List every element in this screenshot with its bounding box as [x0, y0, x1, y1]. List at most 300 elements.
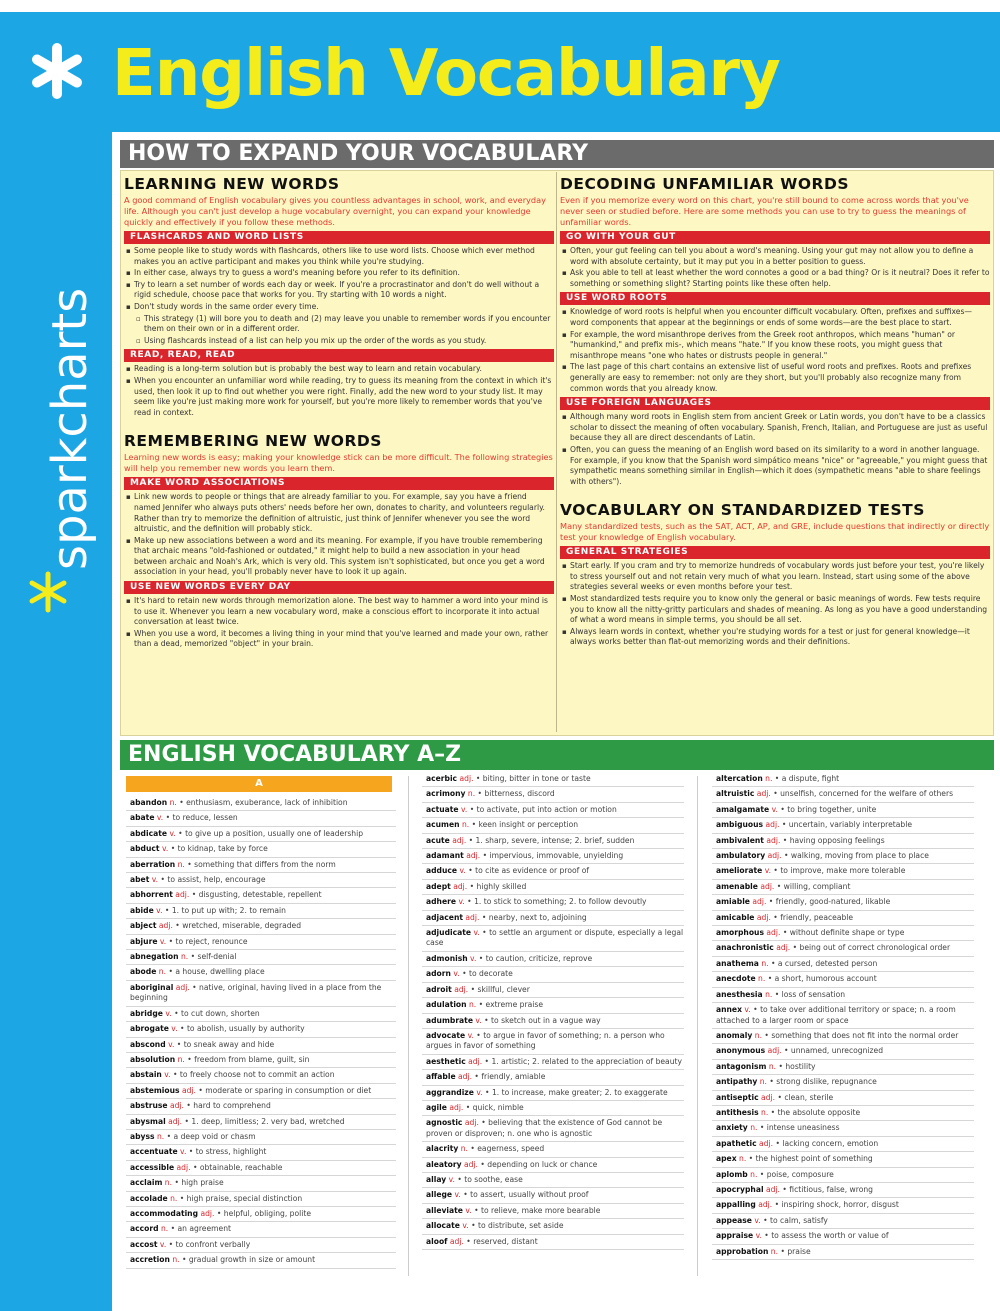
- part-of-speech: v.: [744, 1005, 751, 1015]
- vocab-word: accord: [130, 1224, 159, 1234]
- vocab-entry: adduce v. • to cite as evidence or proof of: [422, 864, 684, 879]
- vocab-word: abdicate: [130, 828, 168, 838]
- vocab-entry: anecdote n. • a short, humorous account: [712, 972, 974, 987]
- vocab-entry: appease v. • to calm, satisfy: [712, 1214, 974, 1229]
- vocab-word: aggrandize: [426, 1087, 474, 1097]
- part-of-speech: v.: [169, 828, 176, 838]
- part-of-speech: adj.: [176, 1162, 191, 1172]
- vocab-word: accommodating: [130, 1208, 199, 1218]
- vocab-definition: to kidnap, take by force: [177, 844, 268, 854]
- vocab-entry: accommodating adj. • helpful, obliging, polite: [126, 1207, 396, 1222]
- part-of-speech: adj.: [765, 820, 780, 830]
- list-item: ▪ Knowledge of word roots is helpful when you encounter difficult vocabulary. Often, prefixes and suffixes—word components that appear at the beginnings or ends of some words—are the best place to start.: [560, 307, 990, 328]
- vocab-word: adjacent: [426, 912, 463, 922]
- vocab-definition: to cite as evidence or proof of: [475, 866, 590, 876]
- part-of-speech: v.: [755, 1231, 762, 1241]
- list-item: ▪ Reading is a long-term solution but is probably the best way to learn and retain vocabulary.: [124, 364, 554, 375]
- vocab-definition: friendly, good-natured, likable: [775, 897, 891, 907]
- vocab-entry: abstruse adj. • hard to comprehend: [126, 1099, 396, 1114]
- part-of-speech: adj.: [758, 1200, 773, 1210]
- vocab-definition: impervious, immovable, unyielding: [489, 851, 624, 861]
- page-title: English Vocabulary: [112, 37, 780, 111]
- vocab-definition: high praise, special distinction: [186, 1193, 303, 1203]
- part-of-speech: n.: [177, 1054, 185, 1064]
- vocab-word: antipathy: [716, 1077, 758, 1087]
- vocab-definition: being out of correct chronological order: [799, 943, 951, 953]
- vocab-definition: walking, moving from place to place: [790, 851, 929, 861]
- list-item: ▪ When you encounter an unfamiliar word while reading, try to guess its meaning from the context in which it's used, then look it up to find out whether you were right. Finally, add the new word to your study list. It may seem like you're just making more work for yourself, but you're more likely to remember words that you've read in context.: [124, 376, 554, 418]
- vocab-entry: antagonism n. • hostility: [712, 1060, 974, 1075]
- vocab-word: adroit: [426, 984, 452, 994]
- part-of-speech: adj.: [200, 1208, 215, 1218]
- vocab-word: abnegation: [130, 952, 179, 962]
- part-of-speech: adj.: [759, 1138, 774, 1148]
- vocab-definition: willing, compliant: [783, 881, 851, 891]
- vocab-definition: a cursed, detested person: [777, 958, 878, 968]
- vocab-entry: abstemious adj. • moderate or sparing in consumption or diet: [126, 1084, 396, 1099]
- part-of-speech: v.: [764, 866, 772, 876]
- vocab-entry: allay v. • to soothe, ease: [422, 1173, 684, 1188]
- letter-header: A: [126, 776, 392, 792]
- vocab-word: aesthetic: [426, 1056, 466, 1066]
- part-of-speech: n.: [768, 1061, 777, 1071]
- vocab-definition: wretched, miserable, degraded: [182, 921, 302, 931]
- left-column: [124, 172, 554, 732]
- vocab-definition: gradual growth in size or amount: [188, 1255, 316, 1265]
- vocab-definition: a house, dwelling place: [175, 967, 265, 977]
- vocab-definition: extreme praise: [485, 1000, 543, 1010]
- vocab-word: aboriginal: [130, 982, 174, 992]
- vocab-definition: reserved, distant: [473, 1236, 538, 1246]
- vocab-word: altercation: [716, 774, 763, 783]
- vocab-definition: something that differs from the norm: [194, 859, 336, 869]
- vocab-word: abstemious: [130, 1085, 180, 1095]
- vocab-definition: 1. deep, limitless; 2. very bad, wretched: [191, 1116, 345, 1126]
- vocab-definition: disgusting, detestable, repellent: [198, 890, 322, 900]
- vocab-definition: nearby, next to, adjoining: [488, 912, 587, 922]
- vocab-word: amorphous: [716, 928, 764, 938]
- list-item: ▪ Often, your gut feeling can tell you about a word's meaning. Using your gut may not allow you to define a word with absolute certainty, but it may put you in a better position to guess.: [560, 246, 990, 267]
- vocab-word: abate: [130, 813, 155, 823]
- vocab-word: acute: [426, 835, 450, 845]
- vocab-definition: poise, composure: [766, 1169, 834, 1179]
- list-item: ▪ Link new words to people or things that are already familiar to you. For example, say you have a friend named Jennifer who always puts others' needs before her own, donates to charity, and volunteers regularly. Rather than try to memorize the definition of altruistic, just think of Jennifer whenever you see the word altruistic, and the definition will probably stick.: [124, 492, 554, 534]
- vocab-word: amalgamate: [716, 804, 770, 814]
- part-of-speech: adj.: [468, 1056, 483, 1066]
- part-of-speech: adj.: [466, 851, 481, 861]
- vocab-entry: aleatory adj. • depending on luck or chance: [422, 1158, 684, 1173]
- list-item: ▪ Always learn words in context, whether you're studying words for a test or just for general knowledge—it always works better than flat-out memorizing words and their definitions.: [560, 627, 990, 648]
- vocab-entry: admonish v. • to caution, criticize, reprove: [422, 952, 684, 967]
- part-of-speech: n.: [172, 1255, 180, 1265]
- vocab-word: allege: [426, 1190, 453, 1200]
- part-of-speech: n.: [164, 1178, 173, 1188]
- vocab-word: apathetic: [716, 1138, 757, 1148]
- part-of-speech: n.: [739, 1154, 747, 1164]
- part-of-speech: v.: [470, 953, 477, 963]
- part-of-speech: adj.: [767, 1046, 782, 1056]
- vocab-definition: loss of sensation: [781, 989, 846, 999]
- vocab-word: ameliorate: [716, 866, 763, 876]
- part-of-speech: adj.: [760, 881, 775, 891]
- vocab-definition: quick, nimble: [472, 1102, 524, 1112]
- part-of-speech: n.: [156, 1131, 165, 1141]
- decoding-title: DECODING UNFAMILIAR WORDS: [560, 175, 849, 193]
- part-of-speech: v.: [165, 1008, 172, 1018]
- part-of-speech: v.: [771, 804, 778, 814]
- az-divider: [697, 776, 698, 1276]
- vocab-definition: skillful, clever: [477, 984, 530, 994]
- part-of-speech: n.: [750, 1123, 758, 1133]
- vocab-word: abridge: [130, 1008, 163, 1018]
- vocab-definition: to reject, renounce: [175, 936, 248, 946]
- vocab-definition: native, original, having lived in a place from the beginning: [130, 982, 382, 1003]
- part-of-speech: v.: [476, 1087, 483, 1097]
- vocab-word: anathema: [716, 958, 759, 968]
- vocab-word: abide: [130, 905, 154, 915]
- vocab-word: antagonism: [716, 1061, 767, 1071]
- asterisk-icon: [26, 40, 88, 102]
- vocab-entry: aberration n. • something that differs from the norm: [126, 858, 396, 873]
- part-of-speech: adj.: [158, 921, 173, 931]
- part-of-speech: n.: [759, 1077, 767, 1087]
- vocab-entry: amicable adj. • friendly, peaceable: [712, 911, 974, 926]
- part-of-speech: v.: [462, 1221, 469, 1231]
- part-of-speech: adj.: [463, 1159, 478, 1169]
- vocab-word: adorn: [426, 969, 451, 979]
- vocab-entry: abhorrent adj. • disgusting, detestable, repellent: [126, 888, 396, 903]
- learning-title: LEARNING NEW WORDS: [124, 175, 340, 193]
- vocab-definition: to stress, highlight: [195, 1147, 267, 1157]
- part-of-speech: n.: [169, 798, 177, 807]
- vocab-entry: accord n. • an agreement: [126, 1222, 396, 1237]
- part-of-speech: n.: [754, 1030, 762, 1040]
- vocab-entry: allege v. • to assert, usually without proof: [422, 1188, 684, 1203]
- vocab-definition: a short, humorous account: [774, 974, 877, 984]
- vocab-word: aplomb: [716, 1169, 748, 1179]
- vocab-definition: 1. sharp, severe, intense; 2. brief, sudden: [475, 835, 635, 845]
- vocab-entry: abjure v. • to reject, renounce: [126, 935, 396, 950]
- part-of-speech: adj.: [181, 1085, 196, 1095]
- tests-title: VOCABULARY ON STANDARDIZED TESTS: [560, 501, 925, 520]
- vocab-word: abscond: [130, 1039, 166, 1049]
- vocab-word: anomaly: [716, 1030, 753, 1040]
- part-of-speech: adj.: [756, 912, 771, 922]
- vocab-entry: antiseptic adj. • clean, sterile: [712, 1091, 974, 1106]
- gut-bar: GO WITH YOUR GUT: [560, 231, 990, 244]
- vocab-word: abode: [130, 967, 157, 977]
- vocab-definition: without definite shape or type: [789, 928, 905, 938]
- vocab-word: acclaim: [130, 1178, 163, 1188]
- vocab-entry: abate v. • to reduce, lessen: [126, 811, 396, 826]
- vocab-word: abstain: [130, 1070, 162, 1080]
- list-subitem: ▫ Using flashcards instead of a list can help you mix up the order of the words as you study.: [124, 336, 554, 347]
- vocab-entry: appalling adj. • inspiring shock, horror, disgust: [712, 1198, 974, 1213]
- part-of-speech: adj.: [756, 789, 771, 799]
- vocab-entry: appraise v. • to assess the worth or value of: [712, 1229, 974, 1244]
- vocab-entry: accolade n. • high praise, special distinction: [126, 1192, 396, 1207]
- associations-bar: MAKE WORD ASSOCIATIONS: [124, 477, 554, 490]
- vocab-definition: unnamed, unrecognized: [790, 1046, 884, 1056]
- part-of-speech: v.: [453, 969, 460, 979]
- vocab-entry: anathema n. • a cursed, detested person: [712, 957, 974, 972]
- list-item: ▪ The last page of this chart contains an extensive list of useful word roots and prefixes. Roots and prefixes generally are easy to remember: not only are they short, but you'll probably also recognize many from common words that you already know.: [560, 362, 990, 394]
- vocab-definition: keen insight or perception: [478, 820, 579, 830]
- part-of-speech: adj.: [459, 774, 474, 783]
- vocab-definition: self-denial: [197, 952, 237, 962]
- list-item: ▪ Make up new associations between a word and its meaning. For example, if you have trouble remembering that archaic means "old-fashioned or outdated," it might help to build a new association in your head between archaic and Noah's Ark, which is very old. This system isn't sophisticated, but once you get a word association in your head, you'll probably never have to look it up again.: [124, 536, 554, 578]
- part-of-speech: adj.: [464, 1118, 479, 1128]
- vocab-word: appraise: [716, 1231, 754, 1241]
- list-item: ▪ For example, the word misanthrope derives from the Greek root anthropos, which means "human" or "humankind," and prefix mis-, which means "hate." If you know these roots, you might guess that misanthrope means "one who hates or distrusts people in general.": [560, 330, 990, 362]
- az-column-3: [712, 772, 974, 1302]
- part-of-speech: v.: [168, 1039, 175, 1049]
- vocab-definition: depending on luck or chance: [487, 1159, 598, 1169]
- list-item: ▪ It's hard to retain new words through memorization alone. The best way to hammer a word into your mind is to use it. Whenever you learn a new vocabulary word, make a conscious effort to incorporate it into actual conversation at least twice.: [124, 596, 554, 628]
- vocab-definition: clean, sterile: [784, 1092, 834, 1102]
- vocab-entry: acerbic adj. • biting, bitter in tone or taste: [422, 772, 684, 787]
- vocab-definition: to improve, make more tolerable: [780, 866, 906, 876]
- part-of-speech: n.: [761, 958, 769, 968]
- part-of-speech: n.: [467, 789, 476, 799]
- vocab-definition: lacking concern, emotion: [782, 1138, 879, 1148]
- vocab-definition: friendly, peaceable: [780, 912, 854, 922]
- part-of-speech: v.: [473, 928, 480, 938]
- vocab-definition: the highest point of something: [755, 1154, 873, 1164]
- vocab-word: anachronistic: [716, 943, 774, 953]
- vocab-definition: to calm, satisfy: [770, 1215, 828, 1225]
- vocab-entry: altruistic adj. • unselfish, concerned for the welfare of others: [712, 787, 974, 802]
- vocab-entry: ambivalent adj. • having opposing feelings: [712, 834, 974, 849]
- part-of-speech: adj.: [458, 1072, 473, 1082]
- vocab-entry: annex v. • to take over additional territory or space; n. a room attached to a larger room or space: [712, 1003, 974, 1029]
- vocab-entry: anesthesia n. • loss of sensation: [712, 988, 974, 1003]
- part-of-speech: adj.: [765, 1184, 780, 1194]
- vocab-word: advocate: [426, 1030, 466, 1040]
- vocab-word: accolade: [130, 1193, 168, 1203]
- learning-intro: A good command of English vocabulary gives you countless advantages in school, work, and everyday life. Although you can't just develop a huge vocabulary overnight, you can expand your knowledge quickly and effectively if you follow these methods.: [124, 195, 546, 227]
- vocab-definition: believing that the existence of God cannot be proven or disproven; n. one who is agnostic: [426, 1118, 663, 1138]
- part-of-speech: adj.: [776, 943, 791, 953]
- vocab-entry: ambiguous adj. • uncertain, variably interpretable: [712, 818, 974, 833]
- vocab-word: abandon: [130, 798, 168, 807]
- part-of-speech: v.: [151, 875, 159, 885]
- vocab-word: abyss: [130, 1131, 155, 1141]
- vocab-definition: to argue in favor of something; n. a person who argues in favor of something: [426, 1030, 665, 1051]
- vocab-word: acumen: [426, 820, 460, 830]
- vocab-entry: ameliorate v. • to improve, make more tolerable: [712, 864, 974, 879]
- section-heading-expand: HOW TO EXPAND YOUR VOCABULARY: [120, 140, 994, 168]
- vocab-entry: abject adj. • wretched, miserable, degraded: [126, 919, 396, 934]
- vocab-definition: the absolute opposite: [777, 1107, 861, 1117]
- vocab-definition: enthusiasm, exuberance, lack of inhibition: [186, 798, 348, 807]
- az-column-1: [126, 772, 396, 1302]
- vocab-word: accentuate: [130, 1147, 178, 1157]
- vocab-word: anonymous: [716, 1046, 766, 1056]
- vocab-entry: apex n. • the highest point of something: [712, 1152, 974, 1167]
- vocab-definition: to bring together, unite: [787, 804, 877, 814]
- part-of-speech: n.: [770, 1246, 779, 1256]
- part-of-speech: adj.: [761, 1092, 776, 1102]
- part-of-speech: adj.: [767, 851, 782, 861]
- vocab-definition: to assist, help, encourage: [167, 875, 266, 885]
- vocab-entry: altercation n. • a dispute, fight: [712, 772, 974, 787]
- vocab-word: abject: [130, 921, 157, 931]
- part-of-speech: adj.: [175, 982, 190, 992]
- vocab-word: abstruse: [130, 1101, 168, 1111]
- vocab-entry: ambulatory adj. • walking, moving from place to place: [712, 849, 974, 864]
- vocab-word: actuate: [426, 804, 459, 814]
- vocab-word: accretion: [130, 1255, 170, 1265]
- part-of-speech: n.: [170, 1193, 178, 1203]
- vocab-word: admonish: [426, 953, 468, 963]
- vocab-definition: to confront verbally: [175, 1239, 251, 1249]
- vocab-entry: accretion n. • gradual growth in size or amount: [126, 1253, 396, 1268]
- vocab-definition: 1. to increase, make greater; 2. to exaggerate: [491, 1087, 668, 1097]
- vocab-definition: to relieve, make more bearable: [481, 1205, 601, 1215]
- vocab-entry: abridge v. • to cut down, shorten: [126, 1007, 396, 1022]
- vocab-entry: abyss n. • a deep void or chasm: [126, 1130, 396, 1145]
- vocab-entry: abandon n. • enthusiasm, exuberance, lack of inhibition: [126, 796, 396, 811]
- vocab-word: allocate: [426, 1221, 460, 1231]
- list-item: ▪ Some people like to study words with flashcards, others like to use word lists. Choose which ever method makes you an active participant and makes you think while you're studying.: [124, 246, 554, 267]
- vocab-entry: anonymous adj. • unnamed, unrecognized: [712, 1044, 974, 1059]
- vocab-definition: a dispute, fight: [781, 774, 840, 783]
- vocab-definition: something that does not fit into the normal order: [771, 1030, 959, 1040]
- section-heading-az: ENGLISH VOCABULARY A–Z: [120, 740, 994, 770]
- vocab-definition: to sneak away and hide: [183, 1039, 275, 1049]
- vocab-word: ambulatory: [716, 851, 766, 861]
- vocab-word: annex: [716, 1005, 742, 1015]
- right-column: [560, 172, 990, 732]
- vocab-definition: 1. to stick to something; 2. to follow devoutly: [474, 897, 647, 907]
- part-of-speech: adj.: [449, 1102, 464, 1112]
- vocab-entry: abduct v. • to kidnap, take by force: [126, 842, 396, 857]
- list-item: ▪ In either case, always try to guess a word's meaning before you refer to its definition.: [124, 268, 554, 279]
- part-of-speech: n.: [468, 1000, 477, 1010]
- vocab-entry: apocryphal adj. • fictitious, false, wrong: [712, 1183, 974, 1198]
- vocab-definition: intense uneasiness: [766, 1123, 840, 1133]
- part-of-speech: n.: [765, 774, 773, 783]
- vocab-word: abet: [130, 875, 150, 885]
- vocab-entry: accost v. • to confront verbally: [126, 1238, 396, 1253]
- list-item: ▪ Don't study words in the same order every time.: [124, 302, 554, 313]
- vocab-word: alacrity: [426, 1144, 459, 1154]
- vocab-definition: to reduce, lessen: [172, 813, 238, 823]
- list-subitem: ▫ This strategy (1) will bore you to death and (2) may leave you unable to remember words if you encounter them on their own or in a different order.: [124, 314, 554, 335]
- part-of-speech: v.: [156, 905, 163, 915]
- vocab-definition: strong dislike, repugnance: [776, 1077, 877, 1087]
- vocab-word: accost: [130, 1239, 158, 1249]
- vocab-entry: alleviate v. • to relieve, make more bearable: [422, 1204, 684, 1219]
- vocab-entry: amenable adj. • willing, compliant: [712, 880, 974, 895]
- part-of-speech: n.: [460, 1144, 468, 1154]
- vocab-entry: actuate v. • to activate, put into action or motion: [422, 803, 684, 818]
- vocab-definition: obtainable, reachable: [199, 1162, 283, 1172]
- part-of-speech: v.: [159, 936, 167, 946]
- part-of-speech: adj.: [169, 1101, 184, 1111]
- daily-bar: USE NEW WORDS EVERY DAY: [124, 581, 554, 594]
- vocab-entry: adjudicate v. • to settle an argument or dispute, especially a legal case: [422, 926, 684, 952]
- vocab-definition: to distribute, set aside: [478, 1221, 564, 1231]
- vocab-definition: 1. to put up with; 2. to remain: [171, 905, 286, 915]
- vocab-word: apex: [716, 1154, 737, 1164]
- flashcards-bar: FLASHCARDS AND WORD LISTS: [124, 231, 554, 244]
- vocab-word: allay: [426, 1174, 447, 1184]
- vocab-definition: bitterness, discord: [484, 789, 555, 799]
- vocab-entry: adamant adj. • impervious, immovable, unyielding: [422, 849, 684, 864]
- part-of-speech: n.: [758, 974, 766, 984]
- vocab-definition: inspiring shock, horror, disgust: [781, 1200, 899, 1210]
- vocab-word: approbation: [716, 1246, 769, 1256]
- decoding-intro: Even if you memorize every word on this chart, you're still bound to come across words that you've never seen or studied before. Here are some methods you can use to try to guess the meanings of unfamiliar words.: [560, 195, 969, 227]
- vocab-entry: aboriginal adj. • native, original, having lived in a place from the beginning: [126, 981, 396, 1007]
- strategies-bar: GENERAL STRATEGIES: [560, 546, 990, 559]
- brand-wordmark: sparkcharts: [42, 287, 98, 570]
- part-of-speech: n.: [158, 967, 167, 977]
- vocab-definition: to take over additional territory or space; n. a room attached to a larger room or space: [716, 1005, 956, 1025]
- vocab-word: adulation: [426, 1000, 467, 1010]
- vocab-word: aberration: [130, 859, 176, 869]
- vocab-definition: to give up a position, usually one of leadership: [185, 828, 364, 838]
- vocab-word: abrogate: [130, 1024, 169, 1034]
- top-strip: [0, 0, 1000, 12]
- vocab-word: anxiety: [716, 1123, 748, 1133]
- vocab-definition: having opposing feelings: [789, 835, 885, 845]
- vocab-entry: aloof adj. • reserved, distant: [422, 1235, 684, 1250]
- vocab-word: antithesis: [716, 1107, 759, 1117]
- vocab-word: adept: [426, 881, 451, 891]
- part-of-speech: adj.: [465, 912, 480, 922]
- list-item: ▪ Although many word roots in English stem from ancient Greek or Latin words, you don't have to be a classics scholar to dissect the meaning of often vocabulary. Spanish, French, Italian, and Portuguese are just as useful because they all are direct descendants of Latin.: [560, 412, 990, 444]
- vocab-word: anecdote: [716, 974, 756, 984]
- part-of-speech: adj.: [752, 897, 767, 907]
- part-of-speech: v.: [159, 1239, 167, 1249]
- vocab-entry: amalgamate v. • to bring together, unite: [712, 803, 974, 818]
- vocab-entry: agile adj. • quick, nimble: [422, 1101, 684, 1116]
- vocab-definition: biting, bitter in tone or taste: [482, 774, 591, 783]
- part-of-speech: adj.: [452, 835, 467, 845]
- vocab-word: aloof: [426, 1236, 448, 1246]
- part-of-speech: v.: [459, 866, 466, 876]
- vocab-entry: apathetic adj. • lacking concern, emotion: [712, 1137, 974, 1152]
- vocab-definition: to decorate: [469, 969, 513, 979]
- vocab-word: alleviate: [426, 1205, 463, 1215]
- vocab-entry: abide v. • 1. to put up with; 2. to remain: [126, 904, 396, 919]
- part-of-speech: v.: [164, 1070, 171, 1080]
- vocab-word: abjure: [130, 936, 158, 946]
- vocab-entry: advocate v. • to argue in favor of something; n. a person who argues in favor of something: [422, 1029, 684, 1055]
- vocab-definition: to activate, put into action or motion: [476, 804, 617, 814]
- vocab-entry: antithesis n. • the absolute opposite: [712, 1106, 974, 1121]
- column-divider: [556, 172, 557, 732]
- part-of-speech: v.: [171, 1024, 178, 1034]
- vocab-word: acerbic: [426, 774, 458, 783]
- part-of-speech: n.: [180, 952, 189, 962]
- vocab-definition: high praise: [181, 1178, 224, 1188]
- part-of-speech: v.: [161, 844, 169, 854]
- part-of-speech: v.: [465, 1205, 472, 1215]
- tests-intro: Many standardized tests, such as the SAT, ACT, AP, and GRE, include questions that indirectly or directly test your knowledge of English vocabulary.: [560, 521, 990, 543]
- vocab-word: ambivalent: [716, 835, 764, 845]
- part-of-speech: adj.: [766, 835, 781, 845]
- part-of-speech: adj.: [175, 890, 190, 900]
- vocab-entry: amorphous adj. • without definite shape or type: [712, 926, 974, 941]
- part-of-speech: n.: [177, 859, 185, 869]
- vocab-entry: abscond v. • to sneak away and hide: [126, 1038, 396, 1053]
- vocab-word: apocryphal: [716, 1184, 764, 1194]
- part-of-speech: v.: [467, 1030, 474, 1040]
